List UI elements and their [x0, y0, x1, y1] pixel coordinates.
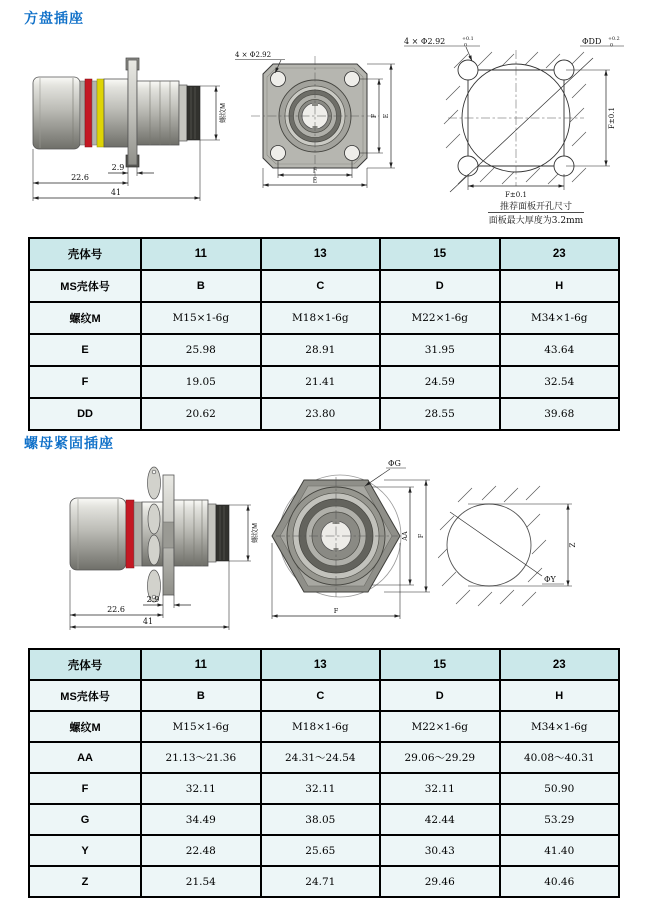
- aa-dim-vertical: AA: [401, 531, 409, 541]
- nut-thickness-dim: 2.9: [146, 595, 160, 604]
- cell: C: [261, 270, 380, 302]
- row-label: Z: [29, 866, 141, 897]
- table-row: [29, 398, 619, 430]
- cell: 23: [500, 649, 620, 680]
- row-label: G: [29, 804, 141, 835]
- cutout-width-dim: F±0.1: [505, 191, 527, 199]
- cell: 32.11: [141, 773, 260, 804]
- table-row: [29, 649, 619, 680]
- hole-spacing-dim: F: [312, 166, 318, 175]
- row-label: F: [29, 366, 141, 398]
- table-row: [29, 711, 619, 742]
- cell: 31.95: [380, 334, 499, 366]
- cell: M34×1-6g: [500, 302, 620, 334]
- row-label: 螺纹M: [29, 711, 141, 742]
- cell: 11: [141, 649, 260, 680]
- table-row: [29, 270, 619, 302]
- square-flange-side-view-drawing: [28, 50, 233, 205]
- cutout-holes-tol-lower: 0: [464, 43, 468, 49]
- jam-nut-front-view-drawing: [264, 455, 436, 633]
- row-label: 螺纹M: [29, 302, 141, 334]
- total-length-dim2: 41: [142, 617, 154, 626]
- front-length-dim2: 22.6: [107, 605, 125, 614]
- cell: H: [500, 270, 620, 302]
- cell: 38.05: [261, 804, 380, 835]
- cell: M34×1-6g: [500, 711, 620, 742]
- cell: 15: [380, 649, 499, 680]
- row-label: MS壳体号: [29, 270, 141, 302]
- cell: 24.31～24.54: [261, 742, 380, 773]
- cell: 28.55: [380, 398, 499, 430]
- cell: B: [141, 680, 260, 711]
- cell: 53.29: [500, 804, 620, 835]
- cutout-holes-tol-upper: +0.1: [462, 37, 474, 42]
- table-row: [29, 680, 619, 711]
- cell: 19.05: [141, 366, 260, 398]
- y-diameter-label: ΦY: [544, 575, 556, 584]
- cell: 29.46: [380, 866, 499, 897]
- f-dim-horizontal: F: [333, 607, 339, 615]
- table-row: [29, 334, 619, 366]
- table-row: [29, 866, 619, 897]
- table-row: [29, 773, 619, 804]
- cell: M15×1-6g: [141, 302, 260, 334]
- square-flange-dimension-table: [28, 237, 620, 431]
- cell: 23: [500, 238, 620, 270]
- cell: D: [380, 680, 499, 711]
- cutout-height-dim: F±0.1: [608, 107, 616, 129]
- cell: H: [500, 680, 620, 711]
- cell: D: [380, 270, 499, 302]
- cell: 21.41: [261, 366, 380, 398]
- thread-dim-label: 螺纹M: [220, 103, 227, 123]
- f-dim-vertical: F: [417, 533, 425, 539]
- cutout2-dimensions: [542, 504, 577, 586]
- cutout-dd-tol-upper: +0.2: [608, 37, 620, 42]
- cell: M15×1-6g: [141, 711, 260, 742]
- cell: 11: [141, 238, 260, 270]
- cell: 23.80: [261, 398, 380, 430]
- row-label: F: [29, 773, 141, 804]
- flange-face: [251, 56, 379, 178]
- panel-cutout-drawing-double-d: [438, 470, 638, 620]
- table-row: [29, 302, 619, 334]
- cell: 13: [261, 649, 380, 680]
- cell: C: [261, 680, 380, 711]
- row-label: E: [29, 334, 141, 366]
- jam-nut-side-view-drawing: [58, 462, 270, 637]
- cell: M22×1-6g: [380, 302, 499, 334]
- cell: 32.11: [261, 773, 380, 804]
- z-dim-vertical: Z: [569, 542, 577, 548]
- cell: 24.71: [261, 866, 380, 897]
- cell: B: [141, 270, 260, 302]
- row-label: DD: [29, 398, 141, 430]
- cell: 40.08～40.31: [500, 742, 620, 773]
- cell: 22.48: [141, 835, 260, 866]
- table-row: [29, 835, 619, 866]
- table-row: [29, 238, 619, 270]
- cell: 43.64: [500, 334, 620, 366]
- row-label: 壳体号: [29, 238, 141, 270]
- connector-body-side2: [70, 467, 229, 602]
- cell: M22×1-6g: [380, 711, 499, 742]
- hex-nut-face: [272, 475, 401, 597]
- cutout-dd-tol-lower: 0: [610, 43, 614, 49]
- cutout-caption-line2: 面板最大厚度为3.2mm: [488, 216, 584, 226]
- cell: 15: [380, 238, 499, 270]
- connector-body-side: [33, 58, 200, 167]
- cell: 13: [261, 238, 380, 270]
- section2-title: 螺母紧固插座: [24, 435, 114, 451]
- cutout-caption: [488, 200, 584, 226]
- hole-spacing-dim-vertical: F: [370, 113, 378, 119]
- section1-title: 方盘插座: [24, 10, 84, 26]
- row-label: Y: [29, 835, 141, 866]
- cell: 39.68: [500, 398, 620, 430]
- square-flange-front-view-drawing: [233, 48, 401, 216]
- cell: M18×1-6g: [261, 711, 380, 742]
- cell: M18×1-6g: [261, 302, 380, 334]
- row-label: AA: [29, 742, 141, 773]
- front-length-dim: 22.6: [71, 173, 89, 182]
- flange-width-dim-vertical: E: [382, 113, 390, 119]
- cell: 41.40: [500, 835, 620, 866]
- cutout-shape: [444, 50, 593, 192]
- cell: 42.44: [380, 804, 499, 835]
- cell: 24.59: [380, 366, 499, 398]
- cell: 21.13～21.36: [141, 742, 260, 773]
- cutout-holes-label: 4 × Φ2.92: [404, 37, 446, 46]
- cell: 34.49: [141, 804, 260, 835]
- cell: 20.62: [141, 398, 260, 430]
- jam-nut-dimension-table: [28, 648, 620, 898]
- cell: 40.46: [500, 866, 620, 897]
- row-label: MS壳体号: [29, 680, 141, 711]
- cell: 28.91: [261, 334, 380, 366]
- cell: 29.06～29.29: [380, 742, 499, 773]
- panel-cutout-drawing-square: [396, 28, 646, 228]
- cutout-dd-label: ΦDD: [582, 37, 602, 46]
- cutout-caption-line1: 推荐面板开孔尺寸: [499, 202, 573, 212]
- row-label: 壳体号: [29, 649, 141, 680]
- cell: 50.90: [500, 773, 620, 804]
- cell: 25.98: [141, 334, 260, 366]
- cutout2-shape: [438, 486, 572, 606]
- mounting-holes-label: 4 × Φ2.92: [235, 51, 272, 59]
- cell: 21.54: [141, 866, 260, 897]
- cell: 32.54: [500, 366, 620, 398]
- flange-thickness-dim: 2.9: [111, 163, 125, 172]
- table-row: [29, 742, 619, 773]
- flange-width-dim: E: [312, 176, 318, 185]
- table-row: [29, 804, 619, 835]
- cell: 30.43: [380, 835, 499, 866]
- g-diameter-label: ΦG: [388, 459, 401, 468]
- cell: 25.65: [261, 835, 380, 866]
- total-length-dim: 41: [110, 188, 122, 197]
- thread-dim-label2: 螺纹M: [252, 523, 259, 543]
- table-row: [29, 366, 619, 398]
- cell: 32.11: [380, 773, 499, 804]
